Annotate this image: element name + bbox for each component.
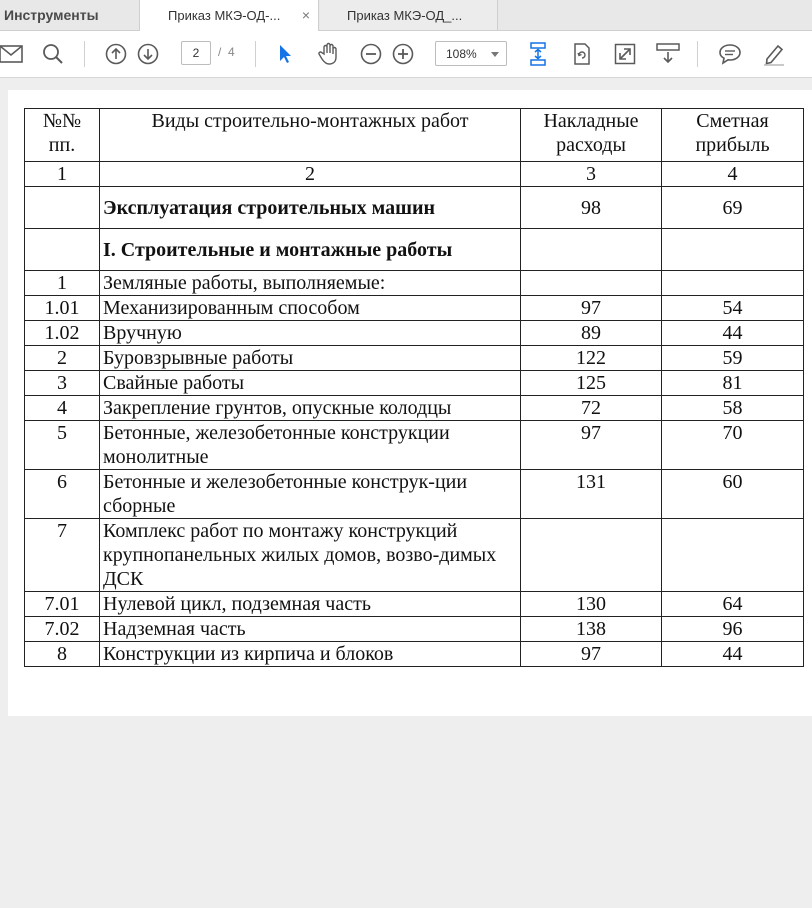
row-overhead: 122 — [521, 346, 662, 371]
row-num — [25, 187, 100, 229]
row-work: Буровзрывные работы — [100, 346, 521, 371]
row-overhead: 98 — [521, 187, 662, 229]
row-work: Бетонные, железобетонные конструкции монолитные — [100, 421, 521, 470]
header-overhead: Накладные расходы — [521, 109, 662, 162]
page-number-input[interactable]: 2 — [181, 41, 211, 65]
row-profit: 69 — [662, 187, 804, 229]
table-row — [25, 187, 804, 229]
row-num: 7.01 — [25, 592, 100, 617]
row-work: Земляные работы, выполняемые: — [100, 271, 521, 296]
row-work: Эксплуатация строительных машин — [100, 187, 521, 229]
row-work: Комплекс работ по монтажу конструкций крупнопанельных жилых домов, возво-димых ДСК — [100, 519, 521, 592]
column-number-row — [25, 162, 804, 187]
row-work: Конструкции из кирпича и блоков — [100, 642, 521, 667]
tab-document-inactive-label: Приказ МКЭ-ОД_... — [347, 7, 463, 23]
row-num: 7.02 — [25, 617, 100, 642]
row-overhead — [521, 229, 662, 271]
row-overhead: 138 — [521, 617, 662, 642]
row-profit: 44 — [662, 642, 804, 667]
header-num: №№ пп. — [25, 109, 100, 162]
search-icon[interactable] — [38, 39, 68, 69]
row-overhead: 72 — [521, 396, 662, 421]
mail-icon[interactable] — [0, 39, 26, 69]
page-up-icon[interactable] — [101, 39, 131, 69]
header-profit: Сметная прибыль — [662, 109, 804, 162]
table-row — [25, 321, 804, 346]
row-num: 4 — [25, 396, 100, 421]
row-num: 3 — [25, 371, 100, 396]
table-row — [25, 470, 804, 519]
row-work: Закрепление грунтов, опускные колодцы — [100, 396, 521, 421]
row-overhead: 97 — [521, 642, 662, 667]
row-overhead: 97 — [521, 296, 662, 321]
toolbar-separator — [84, 41, 85, 67]
row-profit: 60 — [662, 470, 804, 519]
fit-page-icon[interactable] — [523, 39, 553, 69]
col-number: 2 — [100, 162, 521, 187]
tab-bar — [0, 0, 812, 31]
zoom-select[interactable] — [435, 41, 507, 66]
row-num: 7 — [25, 519, 100, 592]
tab-document-active[interactable] — [139, 0, 319, 31]
row-overhead: 125 — [521, 371, 662, 396]
row-overhead — [521, 519, 662, 592]
row-overhead: 130 — [521, 592, 662, 617]
table-row — [25, 296, 804, 321]
row-profit: 81 — [662, 371, 804, 396]
table-row — [25, 421, 804, 470]
rotate-page-icon[interactable] — [567, 39, 597, 69]
page-separator: / — [218, 45, 222, 59]
row-num: 2 — [25, 346, 100, 371]
table-header-row — [25, 109, 804, 162]
read-mode-icon[interactable] — [653, 39, 683, 69]
tab-tools[interactable]: Инструменты — [4, 7, 99, 23]
row-num: 8 — [25, 642, 100, 667]
row-profit — [662, 271, 804, 296]
row-num: 6 — [25, 470, 100, 519]
row-profit — [662, 229, 804, 271]
row-profit: 59 — [662, 346, 804, 371]
document-content — [24, 108, 804, 908]
row-profit — [662, 519, 804, 592]
row-num: 5 — [25, 421, 100, 470]
row-num: 1.02 — [25, 321, 100, 346]
row-overhead: 89 — [521, 321, 662, 346]
row-work: Свайные работы — [100, 371, 521, 396]
row-work: Бетонные и железобетонные конструк-ции сборные — [100, 470, 521, 519]
col-number: 1 — [25, 162, 100, 187]
fullscreen-icon[interactable] — [610, 39, 640, 69]
row-num: 1 — [25, 271, 100, 296]
table-row — [25, 371, 804, 396]
page-down-icon[interactable] — [133, 39, 163, 69]
zoom-value: 108% — [446, 46, 477, 61]
table-row — [25, 229, 804, 271]
chevron-down-icon — [491, 52, 499, 57]
row-profit: 64 — [662, 592, 804, 617]
table-row — [25, 396, 804, 421]
page-total: 4 — [228, 45, 235, 59]
row-overhead: 97 — [521, 421, 662, 470]
row-profit: 58 — [662, 396, 804, 421]
works-table — [24, 108, 804, 667]
row-overhead — [521, 271, 662, 296]
row-profit: 70 — [662, 421, 804, 470]
toolbar — [0, 31, 812, 78]
table-row — [25, 271, 804, 296]
row-work: Механизированным способом — [100, 296, 521, 321]
row-work: Вручную — [100, 321, 521, 346]
row-num — [25, 229, 100, 271]
tab-document-inactive[interactable] — [320, 0, 498, 30]
row-work: Надземная часть — [100, 617, 521, 642]
row-profit: 44 — [662, 321, 804, 346]
zoom-in-icon[interactable] — [388, 39, 418, 69]
row-work: I. Строительные и монтажные работы — [100, 229, 521, 271]
col-number: 4 — [662, 162, 804, 187]
row-num: 1.01 — [25, 296, 100, 321]
toolbar-separator — [697, 41, 698, 67]
col-number: 3 — [521, 162, 662, 187]
toolbar-separator — [255, 41, 256, 67]
table-row — [25, 642, 804, 667]
zoom-out-icon[interactable] — [356, 39, 386, 69]
sign-pen-icon[interactable] — [759, 39, 789, 69]
table-row — [25, 519, 804, 592]
table-row — [25, 617, 804, 642]
close-tab-icon[interactable]: × — [301, 7, 310, 23]
header-work: Виды строительно-монтажных работ — [100, 109, 521, 162]
row-profit: 96 — [662, 617, 804, 642]
tab-document-active-label: Приказ МКЭ-ОД-... — [168, 8, 281, 23]
table-row — [25, 346, 804, 371]
row-work: Нулевой цикл, подземная часть — [100, 592, 521, 617]
row-profit: 54 — [662, 296, 804, 321]
hand-tool-icon[interactable] — [314, 39, 344, 69]
select-cursor-icon[interactable] — [270, 39, 300, 69]
comment-icon[interactable] — [715, 39, 745, 69]
row-overhead: 131 — [521, 470, 662, 519]
table-row — [25, 592, 804, 617]
